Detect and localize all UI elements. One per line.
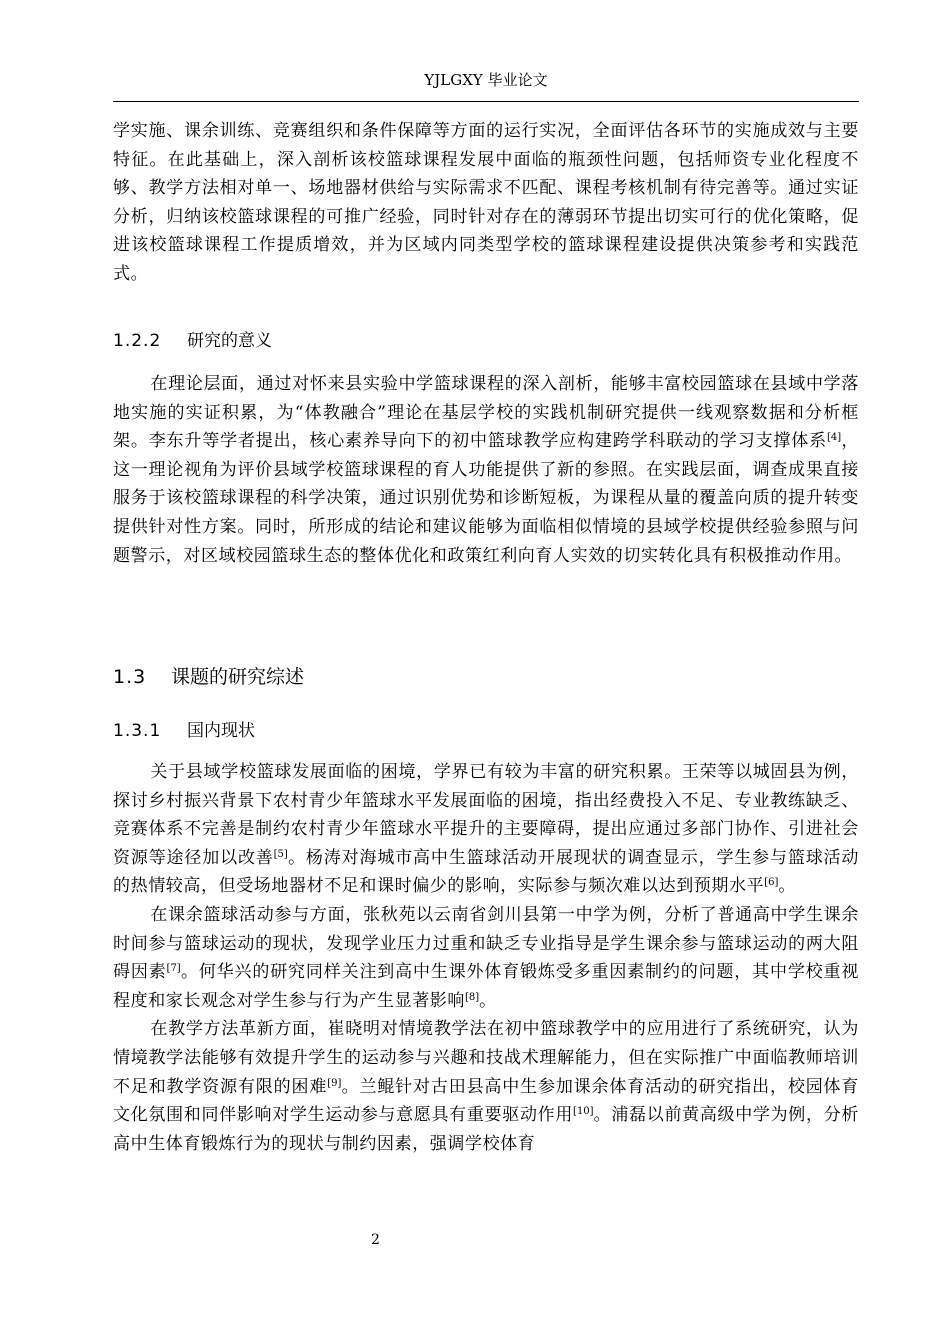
section-number: 1.3.1 (113, 721, 162, 741)
intro-paragraph-continuation (113, 117, 859, 289)
paragraph: 关于县域学校篮球发展面临的困境，学界已有较为丰富的研究积累。王荣等以城固县为例，探讨乡村振兴背景下农村青少年篮球水平发展面临的困境，指出经费投入不足、专业教练缺乏、竞赛体系不完善是制约农村青少年篮球水平提升的主要障碍，提出应通过多部门协作、引进社会资源等途径加以改善[5]。杨涛对海城市高中生篮球活动开展现状的调查显示，学生参与篮球活动的热情较高，但受场地器材不足和课时偏少的影响，实际参与频次难以达到预期水平[6]。 (113, 762, 860, 897)
header-rule (113, 101, 859, 102)
section-title: 研究的意义 (187, 331, 272, 351)
page-number: 2 (371, 1232, 380, 1248)
citation: [9] (327, 1077, 342, 1089)
section-heading-1-3 (113, 664, 304, 690)
citation: [7] (166, 963, 181, 975)
section-title: 国内现状 (187, 721, 255, 741)
paragraph: 学实施、课余训练、竞赛组织和条件保障等方面的运行实况，全面评估各环节的实施成效与主要特征。在此基础上，深入剖析该校篮球课程发展中面临的瓶颈性问题，包括师资专业化程度不够、教学方法相对单一、场地器材供给与实际需求不匹配、课程考核机制有待完善等。通过实证分析，归纳该校篮球课程的可推广经验，同时针对存在的薄弱环节提出切实可行的优化策略，促进该校篮球课程工作提质增效，并为区域内同类型学校的篮球课程建设提供决策参考和实践范式。 (113, 121, 859, 284)
section-number: 1.2.2 (113, 331, 162, 351)
section-1-2-2-body (113, 370, 859, 570)
citation: [6] (764, 877, 779, 889)
section-heading-1-3-1 (113, 719, 255, 743)
section-number: 1.3 (113, 666, 147, 688)
citation: [5] (273, 848, 288, 860)
section-1-3-1-body (113, 758, 859, 1158)
paragraph: 在理论层面，通过对怀来县实验中学篮球课程的深入剖析，能够丰富校园篮球在县域中学落地实施的实证积累，为“体教融合”理论在基层学校的实践机制研究提供一线观察数据和分析框架。李东升等学者提出，核心素养导向下的初中篮球教学应构建跨学科联动的学习支撑体系[4]，这一理论视角为评价县域学校篮球课程的育人功能提供了新的参照。在实践层面，调查成果直接服务于该校篮球课程的科学决策，通过识别优势和诊断短板，为课程从量的覆盖向质的提升转变提供针对性方案。同时，所形成的结论和建议能够为面临相似情境的县域学校提供经验参照与问题警示，对区域校园篮球生态的整体优化和政策红利向育人实效的切实转化具有积极推动作用。 (113, 374, 859, 566)
citation: [4] (826, 432, 842, 444)
paragraph: 在教学方法革新方面，崔晓明对情境教学法在初中篮球教学中的应用进行了系统研究，认为情境教学法能够有效提升学生的运动参与兴趣和技战术理解能力，但在实际推广中面临教师培训不足和教学资源有限的困难[9]。兰鲲针对古田县高中生参加课余体育活动的研究指出，校园体育文化氛围和同伴影响对学生运动参与意愿具有重要驱动作用[10]。浦磊以前黄高级中学为例，分析高中生体育锻炼行为的现状与制约因素，强调学校体育 (113, 1019, 860, 1154)
paragraph: 在课余篮球活动参与方面，张秋苑以云南省剑川县第一中学为例，分析了普通高中学生课余时间参与篮球运动的现状，发现学业压力过重和缺乏专业指导是学生课余参与篮球运动的两大阻碍因素[7]。何华兴的研究同样关注到高中生课外体育锻炼受多重因素制约的问题，其中学校重视程度和家长观念对学生参与行为产生显著影响[8]。 (113, 904, 859, 1011)
section-heading-1-2-2 (113, 329, 272, 353)
citation: [8] (465, 991, 480, 1003)
citation: [10] (573, 1106, 594, 1118)
section-title: 课题的研究综述 (171, 666, 305, 688)
page-header: YJLGXY 毕业论文 (424, 71, 548, 89)
